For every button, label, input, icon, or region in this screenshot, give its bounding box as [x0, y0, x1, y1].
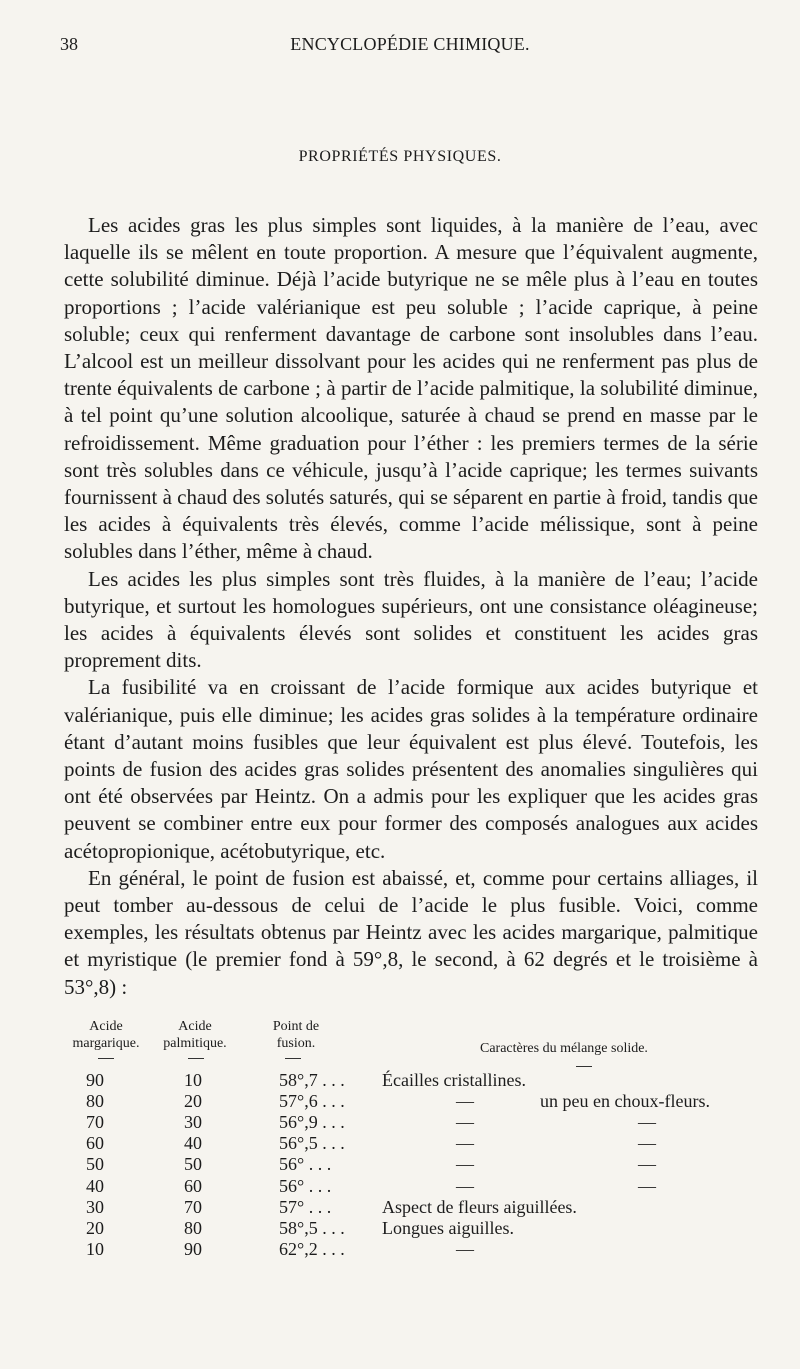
cell-palmitique: 80: [184, 1217, 202, 1238]
cell-margarique: 30: [86, 1196, 104, 1217]
running-title: ENCYCLOPÉDIE CHIMIQUE.: [290, 34, 530, 54]
cell-point-fusion: 56°,9 . . .: [279, 1112, 345, 1133]
cell-margarique: 80: [86, 1091, 104, 1112]
cell-palmitique: 60: [184, 1175, 202, 1196]
cell-margarique: 90: [86, 1070, 104, 1090]
cell-caractere-extra: —: [638, 1112, 656, 1133]
cell-point-fusion: 57° . . .: [279, 1196, 332, 1217]
cell-caractere: —: [456, 1133, 474, 1154]
cell-margarique: 60: [86, 1133, 104, 1154]
cell-caractere-extra: —: [638, 1154, 656, 1175]
cell-margarique: 40: [86, 1175, 104, 1196]
cell-palmitique: 40: [184, 1133, 202, 1154]
cell-caractere-extra: —: [638, 1175, 656, 1196]
page-header: [60, 34, 760, 58]
cell-caractere-extra: —: [638, 1133, 656, 1154]
cell-point-fusion: 56°,5 . . .: [279, 1133, 345, 1154]
cell-caractere: —: [456, 1112, 474, 1133]
cell-palmitique: 10: [184, 1070, 202, 1090]
table-row: [0, 1197, 800, 1218]
cell-point-fusion: 56° . . .: [279, 1154, 332, 1175]
cell-caractere: Aspect de fleurs aiguillées.: [382, 1196, 577, 1217]
header-rule: [285, 1058, 301, 1059]
cell-palmitique: 20: [184, 1091, 202, 1112]
cell-palmitique: 50: [184, 1154, 202, 1175]
header-rule: [576, 1066, 592, 1067]
table-row: [0, 1154, 800, 1175]
cell-margarique: 20: [86, 1217, 104, 1238]
body-text: [64, 212, 758, 1001]
cell-caractere: —: [456, 1091, 474, 1112]
cell-palmitique: 30: [184, 1112, 202, 1133]
cell-point-fusion: 56° . . .: [279, 1175, 332, 1196]
table-row: [0, 1176, 800, 1197]
header-acide-margarique: Acide margarique.: [72, 1019, 140, 1051]
paragraph-4: En général, le point de fusion est abaissé, et, comme pour certains alliages, il peut tomber au-dessous de celui de l’acide le plus fusible. Voici, comme exemples, les résultats obtenus par Heintz avec les acides margarique, palmitique et myristique (le premier fond à 59°,8, le second, à 62 degrés et le troisième à 53°,8) :: [64, 865, 758, 999]
cell-point-fusion: 57°,6 . . .: [279, 1091, 345, 1112]
cell-point-fusion: 58°,7 . . .: [279, 1070, 345, 1090]
cell-caractere: Écailles cristallines.: [382, 1070, 526, 1090]
cell-margarique: 50: [86, 1154, 104, 1175]
paragraph-2: Les acides les plus simples sont très fluides, à la manière de l’eau; l’acide butyrique, et surtout les homologues supérieurs, ont une consistance oléagineuse; les acides à équivalents élevés sont solides et constituent les acides gras proprement dits.: [64, 566, 758, 673]
cell-palmitique: 90: [184, 1238, 202, 1259]
cell-caractere-extra: un peu en choux-fleurs.: [540, 1091, 710, 1112]
cell-point-fusion: 62°,2 . . .: [279, 1238, 345, 1259]
section-title: PROPRIÉTÉS PHYSIQUES.: [298, 148, 502, 165]
header-caracteres: Caractères du mélange solide.: [480, 1041, 648, 1056]
header-rule: [98, 1058, 114, 1059]
cell-margarique: 70: [86, 1112, 104, 1133]
cell-caractere: —: [456, 1175, 474, 1196]
cell-palmitique: 70: [184, 1196, 202, 1217]
cell-caractere: —: [456, 1154, 474, 1175]
table-row: [0, 1091, 800, 1112]
table-row: [0, 1218, 800, 1239]
page-number: 38: [60, 34, 78, 54]
cell-point-fusion: 58°,5 . . .: [279, 1217, 345, 1238]
table-row: [0, 1133, 800, 1154]
table-row: [0, 1112, 800, 1133]
paragraph-1: Les acides gras les plus simples sont liquides, à la manière de l’eau, avec laquelle ils se mêlent en toute proportion. A mesure que l’équivalent augmente, cette solubilité diminue. Déjà l’acide butyrique ne se mêle plus à l’eau en toutes proportions ; l’acide valérianique est peu soluble ; l’acide caprique, à peine soluble; ceux qui renferment davantage de carbone sont insolubles dans l’eau. L’alcool est un meilleur dissolvant pour les acides qui ne renferment pas plus de trente équivalents de carbone ; à partir de l’acide palmitique, la solubilité diminue, à tel point qu’une solution alcoolique, saturée à chaud se prend en masse par le refroidissement. Même graduation pour l’éther : les premiers termes de la série sont très solubles dans ce véhicule, jusqu’à l’acide caprique; les termes suivants fournissent à chaud des solutés saturés, qui se séparent en partie à froid, tandis que les acides à équivalents très élevés, comme l’acide mélissique, sont à peine solubles dans l’éther, même à chaud.: [64, 213, 758, 564]
header-acide-palmitique: Acide palmitique.: [163, 1019, 227, 1051]
cell-caractere: Longues aiguilles.: [382, 1217, 514, 1238]
header-rule: [188, 1058, 204, 1059]
table-row: [0, 1239, 800, 1260]
table-row: [0, 1070, 800, 1091]
cell-margarique: 10: [86, 1238, 104, 1259]
header-point-de-fusion: Point de fusion.: [272, 1019, 320, 1051]
cell-caractere: —: [456, 1238, 474, 1259]
paragraph-3: La fusibilité va en croissant de l’acide formique aux acides butyrique et valérianique, puis elle diminue; les acides gras solides à la température ordinaire étant d’autant moins fusibles que leur équivalent est plus élevé. Toutefois, les points de fusion des acides gras solides présentent des anomalies singulières qui ont été observées par Heintz. On a admis pour les expliquer que les acides gras peuvent se combiner entre eux pour former des composés analogues aux acides acétopropionique, acétobutyrique, etc.: [64, 675, 758, 863]
